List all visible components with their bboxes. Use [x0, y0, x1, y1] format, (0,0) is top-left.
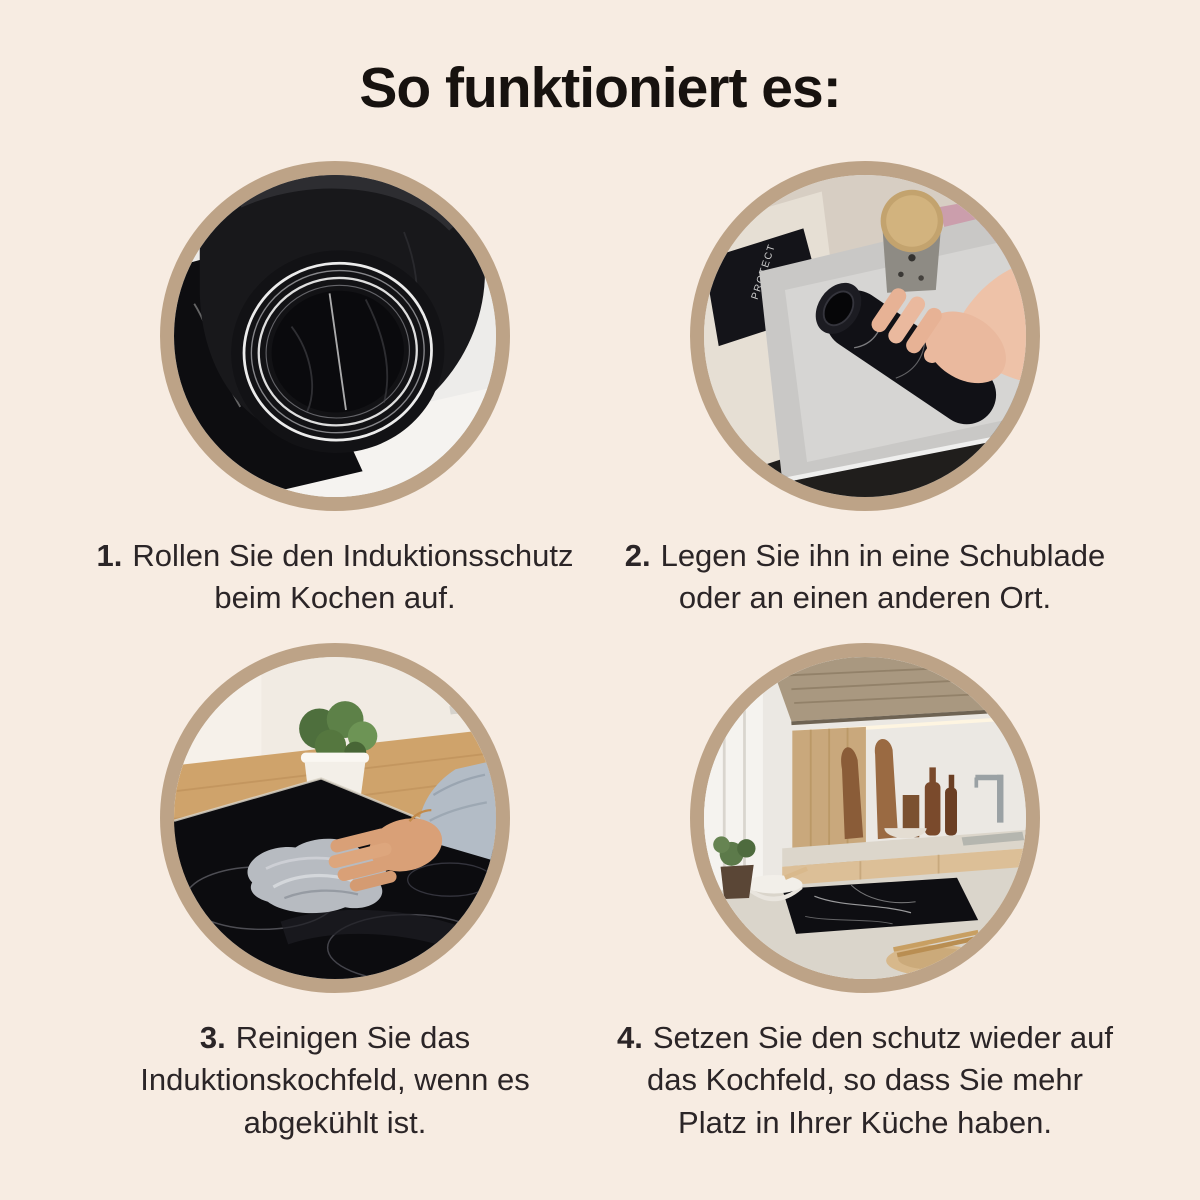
steps-grid: [0, 161, 1200, 1144]
step-3-image: [174, 657, 496, 979]
step-2-image: [704, 175, 1026, 497]
step-2-caption: [625, 535, 1106, 619]
step-1: [70, 161, 600, 619]
step-3-caption: [140, 1017, 529, 1143]
step-3-photo-frame: [160, 643, 510, 993]
step-caption-line: beim Kochen auf.: [214, 580, 456, 616]
step-4: [600, 643, 1130, 1143]
step-caption-line: oder an einen anderen Ort.: [678, 580, 1052, 616]
step-caption-line: das Kochfeld, so dass Sie mehr: [647, 1062, 1083, 1098]
step-3-number: 3.: [199, 1020, 226, 1056]
step-2-photo-frame: [690, 161, 1040, 511]
step-1-photo-frame: [160, 161, 510, 511]
step-caption-line: 1. Rollen Sie den Induktionsschutz: [96, 538, 574, 573]
step-4-number: 4.: [617, 1020, 643, 1056]
step-3: [70, 643, 600, 1143]
page-title: So funktioniert es:: [359, 56, 841, 120]
step-caption-line: Induktionskochfeld, wenn es: [140, 1062, 530, 1098]
step-4-photo-frame: [690, 643, 1040, 993]
step-4-caption: [617, 1017, 1113, 1143]
small-cup: [980, 931, 1013, 948]
step-caption-line: 2. Legen Sie ihn in eine Schublade: [624, 538, 1106, 573]
step-2: [600, 161, 1130, 619]
step-1-caption: [96, 535, 573, 619]
step-2-number: 2.: [624, 538, 651, 573]
speckled-jar: [881, 190, 944, 293]
step-caption-line: 3. Reinigen Sie das: [199, 1020, 471, 1056]
step-caption-line: Platz in Ihrer Küche haben.: [678, 1104, 1052, 1140]
step-1-number: 1.: [96, 538, 123, 573]
step-4-image: [704, 657, 1026, 979]
step-caption-line: abgekühlt ist.: [243, 1104, 427, 1140]
step-1-image: [174, 175, 496, 497]
step-caption-line: 4. Setzen Sie den schutz wieder auf: [617, 1020, 1113, 1056]
